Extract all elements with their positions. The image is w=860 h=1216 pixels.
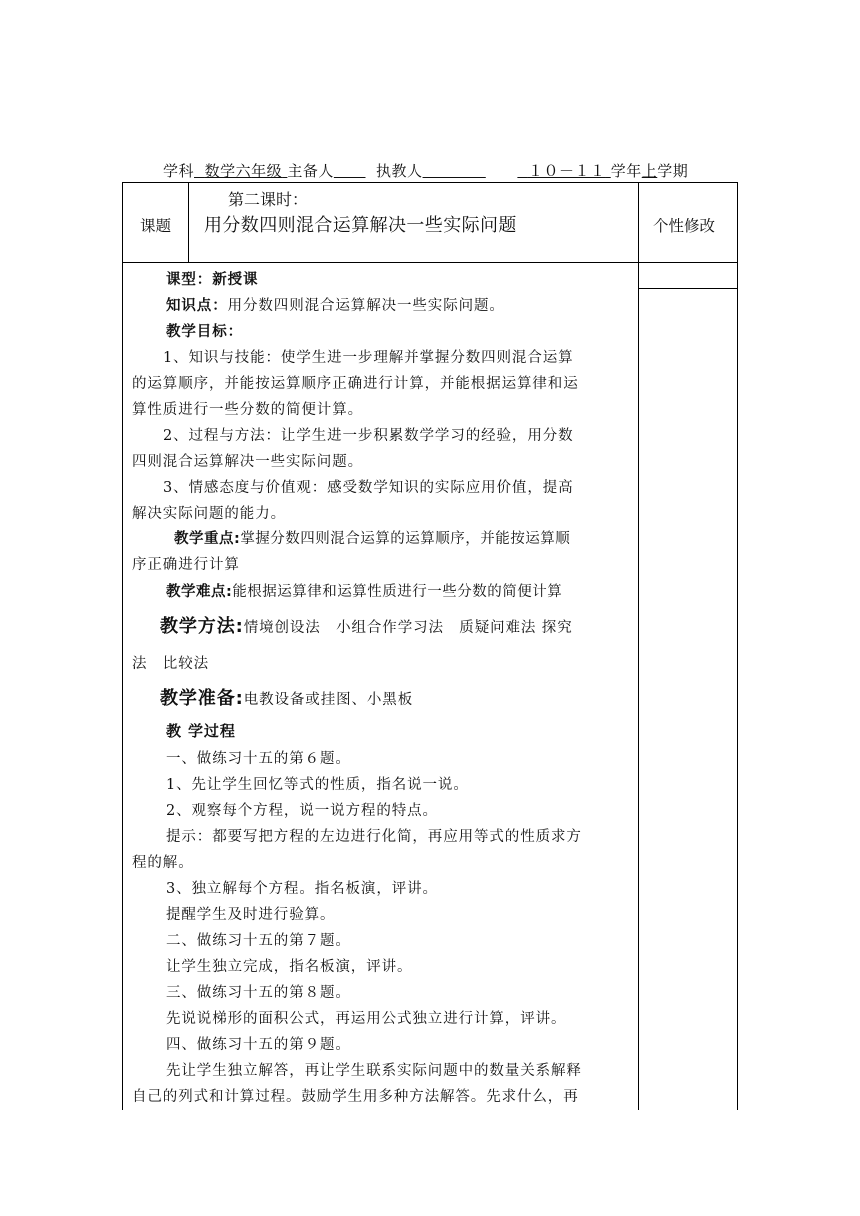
table-left-border bbox=[122, 182, 123, 1110]
document-header bbox=[163, 160, 688, 181]
key-point-line2: 序正确进行计算 bbox=[132, 557, 240, 573]
revision-label: 个性修改 bbox=[653, 217, 716, 235]
process-item-3: 2、观察每个方程，说一说方程的特点。 bbox=[166, 803, 438, 819]
goal1-line2: 的运算顺序，并能按运算顺序正确进行计算，并能根据运算律和运 bbox=[132, 376, 579, 392]
process-item-5: 3、独立解每个方程。指名板演，评讲。 bbox=[166, 881, 438, 897]
teaching-method-line2: 法 比较法 bbox=[132, 656, 209, 672]
process-item-11: 四、做练习十五的第９题。 bbox=[166, 1037, 351, 1053]
process-item-2: 1、先让学生回忆等式的性质，指名说一说。 bbox=[166, 777, 469, 793]
process-item-7: 二、做练习十五的第７题。 bbox=[166, 933, 351, 949]
grade-label: 年级 bbox=[251, 162, 283, 180]
knowledge-point: 知识点：用分数四则混合运算解决一些实际问题。 bbox=[166, 298, 505, 314]
goal3-line1: 3、情感态度与价值观：感受数学知识的实际应用价值，提高 bbox=[163, 480, 574, 496]
owner-blank bbox=[334, 162, 366, 180]
goal3-line2: 解决实际问题的能力。 bbox=[132, 506, 286, 522]
owner-label: 主备人 bbox=[287, 162, 334, 180]
table-top-border bbox=[122, 182, 738, 183]
process-item-12-line2: 自己的列式和计算过程。鼓励学生用多种方法解答。先求什么，再 bbox=[132, 1089, 579, 1105]
difficulty: 教学难点:能根据运算律和运算性质进行一些分数的简便计算 bbox=[166, 584, 563, 600]
topic-cell-divider bbox=[188, 182, 189, 262]
revision-column-divider bbox=[638, 182, 639, 1110]
executor-blank bbox=[423, 162, 486, 180]
term-value: 上 bbox=[641, 162, 658, 180]
topic-row-bottom-border bbox=[122, 262, 738, 263]
year-label: 学年 bbox=[610, 162, 642, 180]
lesson-title: 第二课时： bbox=[228, 190, 309, 209]
process-heading: 教 学过程 bbox=[166, 722, 236, 740]
process-item-6: 提醒学生及时进行验算。 bbox=[166, 907, 336, 923]
goal2-line1: 2、过程与方法：让学生进一步积累数学学习的经验，用分数 bbox=[163, 428, 574, 444]
goal1-line3: 算性质进行一些分数的简便计算。 bbox=[132, 402, 363, 418]
subject-value: 数学六 bbox=[204, 162, 252, 180]
goal2-line2: 四则混合运算解决一些实际问题。 bbox=[132, 454, 363, 470]
process-item-10: 先说说梯形的面积公式，再运用公式独立进行计算，评讲。 bbox=[166, 1011, 567, 1027]
executor-label: 执教人 bbox=[376, 162, 423, 180]
year-value: １０－１１ bbox=[527, 162, 606, 180]
table-right-border bbox=[737, 182, 738, 1110]
process-item-9: 三、做练习十五的第８题。 bbox=[166, 985, 351, 1001]
process-item-1: 一、做练习十五的第６题。 bbox=[166, 751, 351, 767]
process-item-4-line1: 提示：都要写把方程的左边进行化简，再应用等式的性质求方 bbox=[166, 829, 582, 845]
teaching-preparation: 教学准备:电教设备或挂图、小黑板 bbox=[160, 688, 414, 709]
teaching-method-line1: 教学方法:情境创设法 小组合作学习法 质疑问难法 探究 bbox=[160, 616, 573, 637]
process-item-4-line2: 程的解。 bbox=[132, 855, 194, 871]
lesson-subtitle: 用分数四则混合运算解决一些实际问题 bbox=[204, 215, 517, 236]
key-point-line1: 教学重点:掌握分数四则混合运算的运算顺序，并能按运算顺 bbox=[174, 531, 571, 547]
process-item-8: 让学生独立完成，指名板演，评讲。 bbox=[166, 959, 413, 975]
revision-cell-line bbox=[638, 288, 738, 289]
goals-heading: 教学目标： bbox=[166, 324, 243, 340]
term-label: 学期 bbox=[657, 162, 689, 180]
subject-label: 学科 bbox=[163, 162, 195, 180]
process-item-12-line1: 先让学生独立解答，再让学生联系实际问题中的数量关系解释 bbox=[166, 1063, 582, 1079]
goal1-line1: 1、知识与技能：使学生进一步理解并掌握分数四则混合运算 bbox=[163, 350, 574, 366]
lesson-type: 课型：新授课 bbox=[166, 272, 259, 288]
topic-label: 课题 bbox=[140, 217, 172, 235]
